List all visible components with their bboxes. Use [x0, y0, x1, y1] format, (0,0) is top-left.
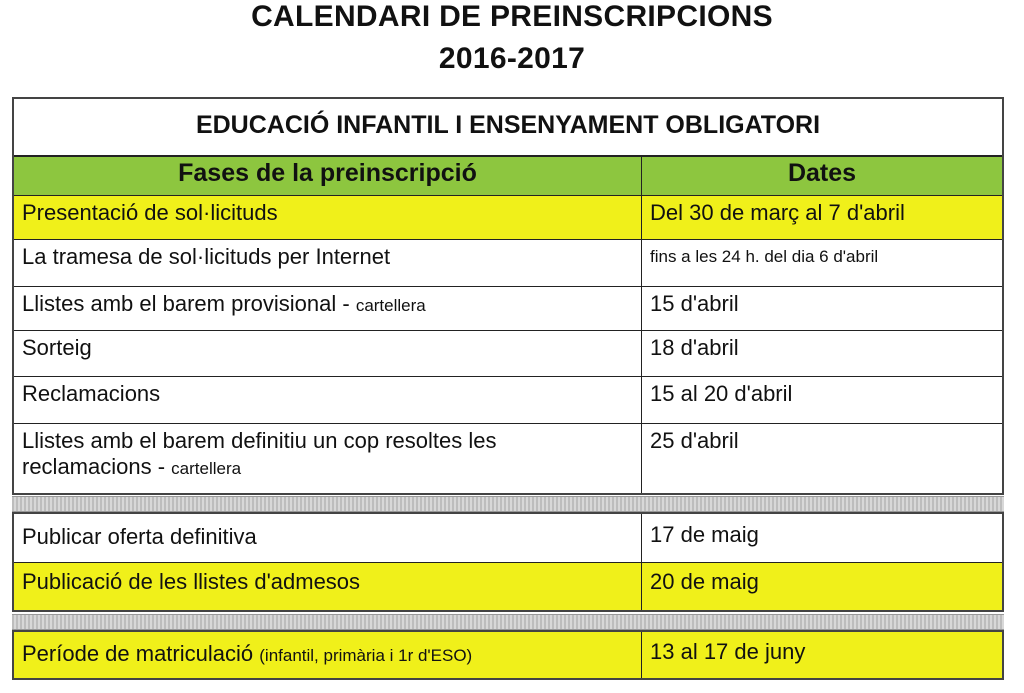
- table-row: [14, 376, 1002, 423]
- table-row: [14, 286, 1002, 330]
- table-row: [14, 330, 1002, 376]
- calendar-table-main: [12, 97, 1004, 495]
- row-phase-text: Llistes amb el barem definitiu un cop resoltes les reclamacions -: [22, 428, 497, 479]
- row-phase: [14, 632, 642, 678]
- row-date: 15 al 20 d'abril: [650, 381, 793, 406]
- row-phase-note: cartellera: [171, 459, 242, 478]
- row-date: 18 d'abril: [650, 335, 739, 360]
- header-dates: Dates: [787, 159, 857, 187]
- row-date: 15 d'abril: [650, 291, 739, 316]
- row-phase: Sorteig: [14, 331, 642, 376]
- row-phase-text: Període de matriculació: [22, 641, 254, 666]
- page-subtitle-year: 2016-2017: [438, 42, 586, 75]
- row-date: fins a les 24 h. del dia 6 d'abril: [650, 247, 879, 266]
- separator-band: [12, 496, 1004, 512]
- table-row: [14, 514, 1002, 562]
- row-phase: [14, 424, 642, 493]
- section-title: EDUCACIÓ INFANTIL I ENSENYAMENT OBLIGATORI: [195, 111, 821, 139]
- row-date: 25 d'abril: [650, 428, 739, 453]
- table-row: [14, 632, 1002, 678]
- page-title: CALENDARI DE PREINSCRIPCIONS: [251, 0, 773, 33]
- row-phase: Publicar oferta definitiva: [14, 514, 642, 562]
- row-phase-note: (infantil, primària i 1r d'ESO): [259, 646, 473, 665]
- row-phase: Reclamacions: [14, 377, 642, 423]
- calendar-table-publication: [12, 512, 1004, 612]
- table-row: [14, 562, 1002, 610]
- row-phase-text: Llistes amb el barem provisional -: [22, 291, 356, 316]
- header-phases: Fases de la preinscripció: [14, 157, 642, 195]
- table-header-row: [14, 155, 1002, 195]
- row-date: 17 de maig: [650, 522, 759, 547]
- row-date: Del 30 de març al 7 d'abril: [650, 200, 905, 225]
- row-date: 20 de maig: [650, 569, 759, 594]
- row-phase: Presentació de sol·licituds: [14, 196, 642, 239]
- separator-band: [12, 614, 1004, 630]
- row-phase: [14, 287, 642, 330]
- table-row: [14, 195, 1002, 239]
- table-row: [14, 239, 1002, 286]
- row-date: 13 al 17 de juny: [650, 639, 806, 664]
- row-phase: Publicació de les llistes d'admesos: [14, 563, 642, 610]
- table-row: [14, 423, 1002, 493]
- row-phase: La tramesa de sol·licituds per Internet: [14, 240, 642, 286]
- row-phase-note: cartellera: [355, 296, 426, 315]
- calendar-table-enrolment: [12, 630, 1004, 680]
